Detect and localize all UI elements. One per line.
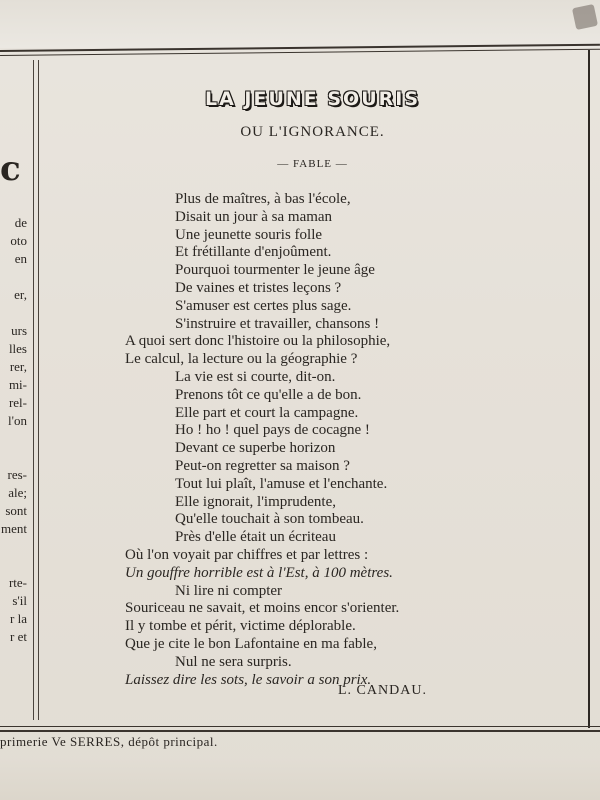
left-column-fragment: er, xyxy=(14,287,27,302)
poem-line: Nul ne sera surpris. xyxy=(175,653,292,670)
left-column-fragment: en xyxy=(14,251,27,266)
left-column-fragment: res- xyxy=(7,467,27,482)
poem-title: LA JEUNE SOURIS xyxy=(204,88,421,110)
genre-label: — FABLE — xyxy=(277,158,348,170)
poem-line: Un gouffre horrible est à l'Est, à 100 mètres. xyxy=(125,564,393,581)
poem-line: Elle ignorait, l'imprudente, xyxy=(175,493,336,510)
left-column-fragment: rer, xyxy=(9,359,27,374)
poem-line: Souriceau ne savait, et moins encor s'orienter. xyxy=(125,600,400,617)
poem-line: Elle part et court la campagne. xyxy=(175,404,359,421)
left-column-fragment: rte- xyxy=(8,575,27,590)
poem-line: Pourquoi tourmenter le jeune âge xyxy=(175,262,375,279)
poem-line: Il y tombe et périt, victime déplorable. xyxy=(125,618,356,635)
left-column-fragment: urs xyxy=(11,323,27,338)
left-column-fragment: de xyxy=(14,215,27,230)
left-column-fragment: rel- xyxy=(8,395,27,410)
left-column-fragments xyxy=(0,60,30,720)
left-column-fragment: sont xyxy=(5,503,27,518)
left-column-fragment: r et xyxy=(10,629,27,644)
poem-line: Le calcul, la lecture ou la géographie ? xyxy=(125,351,358,368)
poem-line: Prenons tôt ce qu'elle a de bon. xyxy=(175,386,362,403)
top-margin xyxy=(0,0,600,48)
poem-line: Qu'elle touchait à son tombeau. xyxy=(175,511,364,528)
frame-bottom-rule xyxy=(0,726,600,732)
poem-line: S'amuser est certes plus sage. xyxy=(175,297,352,314)
poem-line: Que je cite le bon Lafontaine en ma fable, xyxy=(125,636,377,652)
left-column-fragment: oto xyxy=(10,233,27,248)
corner-stain xyxy=(572,4,598,30)
poem-subtitle: OU L'IGNORANCE. xyxy=(240,124,385,140)
poem-line: A quoi sert donc l'histoire ou la philosophie, xyxy=(125,333,391,350)
poem-line: Disait un jour à sa maman xyxy=(175,208,333,225)
printer-imprint: primerie Ve SERRES, dépôt principal. xyxy=(0,734,218,749)
poem-line: Ho ! ho ! quel pays de cocagne ! xyxy=(175,422,370,439)
poem-line: Et frétillante d'enjoûment. xyxy=(175,244,332,261)
poem-line: Plus de maîtres, à bas l'école, xyxy=(175,191,351,207)
poem-line: Une jeunette souris folle xyxy=(175,226,323,243)
left-column-fragment: lles xyxy=(8,341,27,356)
poem-line: Où l'on voyait par chiffres et par lettres : xyxy=(125,547,369,563)
column-divider xyxy=(33,60,39,720)
poem-line: Ni lire ni compter xyxy=(175,582,283,599)
left-column-fragment: r la xyxy=(10,611,27,626)
poem-line: De vaines et tristes leçons ? xyxy=(175,280,342,296)
poem-line: Près d'elle était un écriteau xyxy=(175,529,336,546)
left-column-fragment: mi- xyxy=(8,377,27,392)
poem-line: Tout lui plaît, l'amuse et l'enchante. xyxy=(175,475,388,492)
poem-line: La vie est si courte, dit-on. xyxy=(175,369,336,385)
poem-line: Devant ce superbe horizon xyxy=(175,440,336,457)
left-column-fragment: ment xyxy=(1,521,27,536)
author-signature: L. CANDAU. xyxy=(338,683,427,698)
poem-block xyxy=(40,60,585,720)
left-column-fragment: l'on xyxy=(8,413,27,428)
left-column-big-letter: c xyxy=(0,149,21,189)
poem-line: Peut-on regretter sa maison ? xyxy=(175,458,350,474)
frame-right-rule xyxy=(588,50,590,728)
left-column-fragment: s'il xyxy=(12,593,27,608)
poem-line: S'instruire et travailler, chansons ! xyxy=(175,315,380,332)
bottom-margin xyxy=(0,758,600,800)
poem-line: Laissez dire les sots, le savoir a son prix. xyxy=(125,671,372,688)
left-column-fragment: ale; xyxy=(8,485,27,500)
